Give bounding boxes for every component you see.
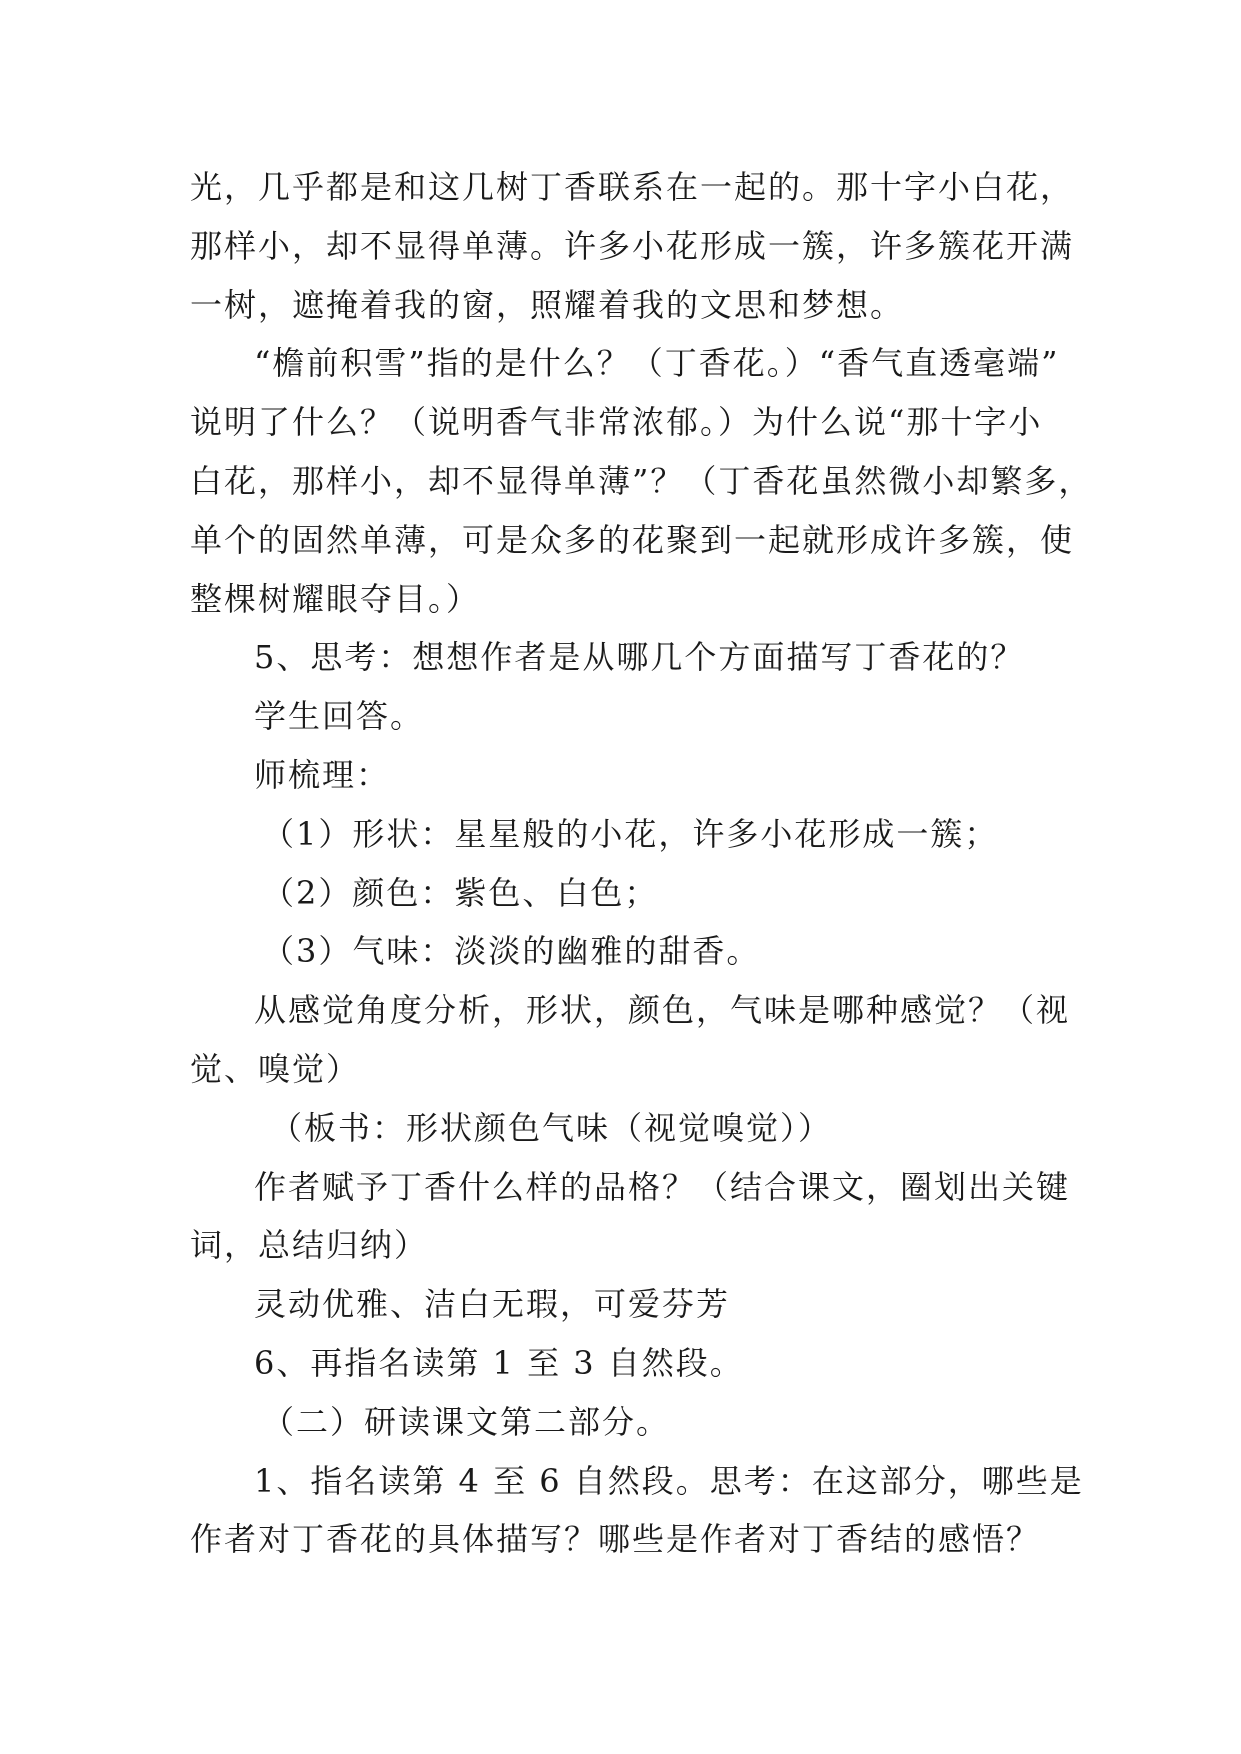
text-line: 学生回答。: [254, 697, 425, 736]
text-line: 从感觉角度分析，形状，颜色，气味是哪种感觉？（视: [254, 991, 1071, 1030]
text-line: （板书：形状颜色气味（视觉嗅觉））: [270, 1108, 833, 1147]
text-line: （二）研读课文第二部分。: [262, 1402, 671, 1441]
text-line: （3）气味：淡淡的幽雅的甜香。: [262, 932, 761, 971]
text-line: 那样小，却不显得单薄。许多小花形成一簇，许多簇花开满: [190, 226, 1075, 265]
text-line: 5、思考：想想作者是从哪几个方面描写丁香花的？: [254, 638, 1025, 677]
text-line: 词，总结归纳）: [190, 1226, 429, 1265]
text-line: 灵动优雅、洁白无瑕，可爱芬芳: [254, 1285, 731, 1324]
body-text: [190, 158, 1093, 1569]
text-line: 1、指名读第 4 至 6 自然段。思考：在这部分，哪些是: [254, 1461, 1084, 1500]
text-line: 光，几乎都是和这几树丁香联系在一起的。那十字小白花，: [190, 168, 1075, 206]
text-line: （2）颜色：紫色、白色；: [262, 873, 659, 912]
text-line: 作者对丁香花的具体描写？哪些是作者对丁香结的感悟？: [190, 1520, 1041, 1559]
text-line: 觉、嗅觉）: [190, 1049, 361, 1088]
text-line: 单个的固然单薄，可是众多的花聚到一起就形成许多簇，使: [190, 520, 1075, 559]
text-line: （1）形状：星星般的小花，许多小花形成一簇；: [262, 814, 999, 853]
text-line: 一树，遮掩着我的窗，照耀着我的文思和梦想。: [190, 285, 905, 324]
text-line: 白花，那样小，却不显得单薄”？（丁香花虽然微小却繁多，: [190, 461, 1093, 500]
text-line: 师梳理：: [254, 755, 391, 794]
text-line: 6、再指名读第 1 至 3 自然段。: [254, 1343, 744, 1382]
text-line: 整棵树耀眼夺目。）: [190, 579, 481, 618]
text-line: 作者赋予丁香什么样的品格？（结合课文，圈划出关键: [254, 1167, 1071, 1206]
text-line: “檐前积雪”指的是什么？（丁香花。）“香气直透毫端”: [254, 344, 1060, 383]
text-line: 说明了什么？（说明香气非常浓郁。）为什么说“那十字小: [190, 403, 1043, 442]
